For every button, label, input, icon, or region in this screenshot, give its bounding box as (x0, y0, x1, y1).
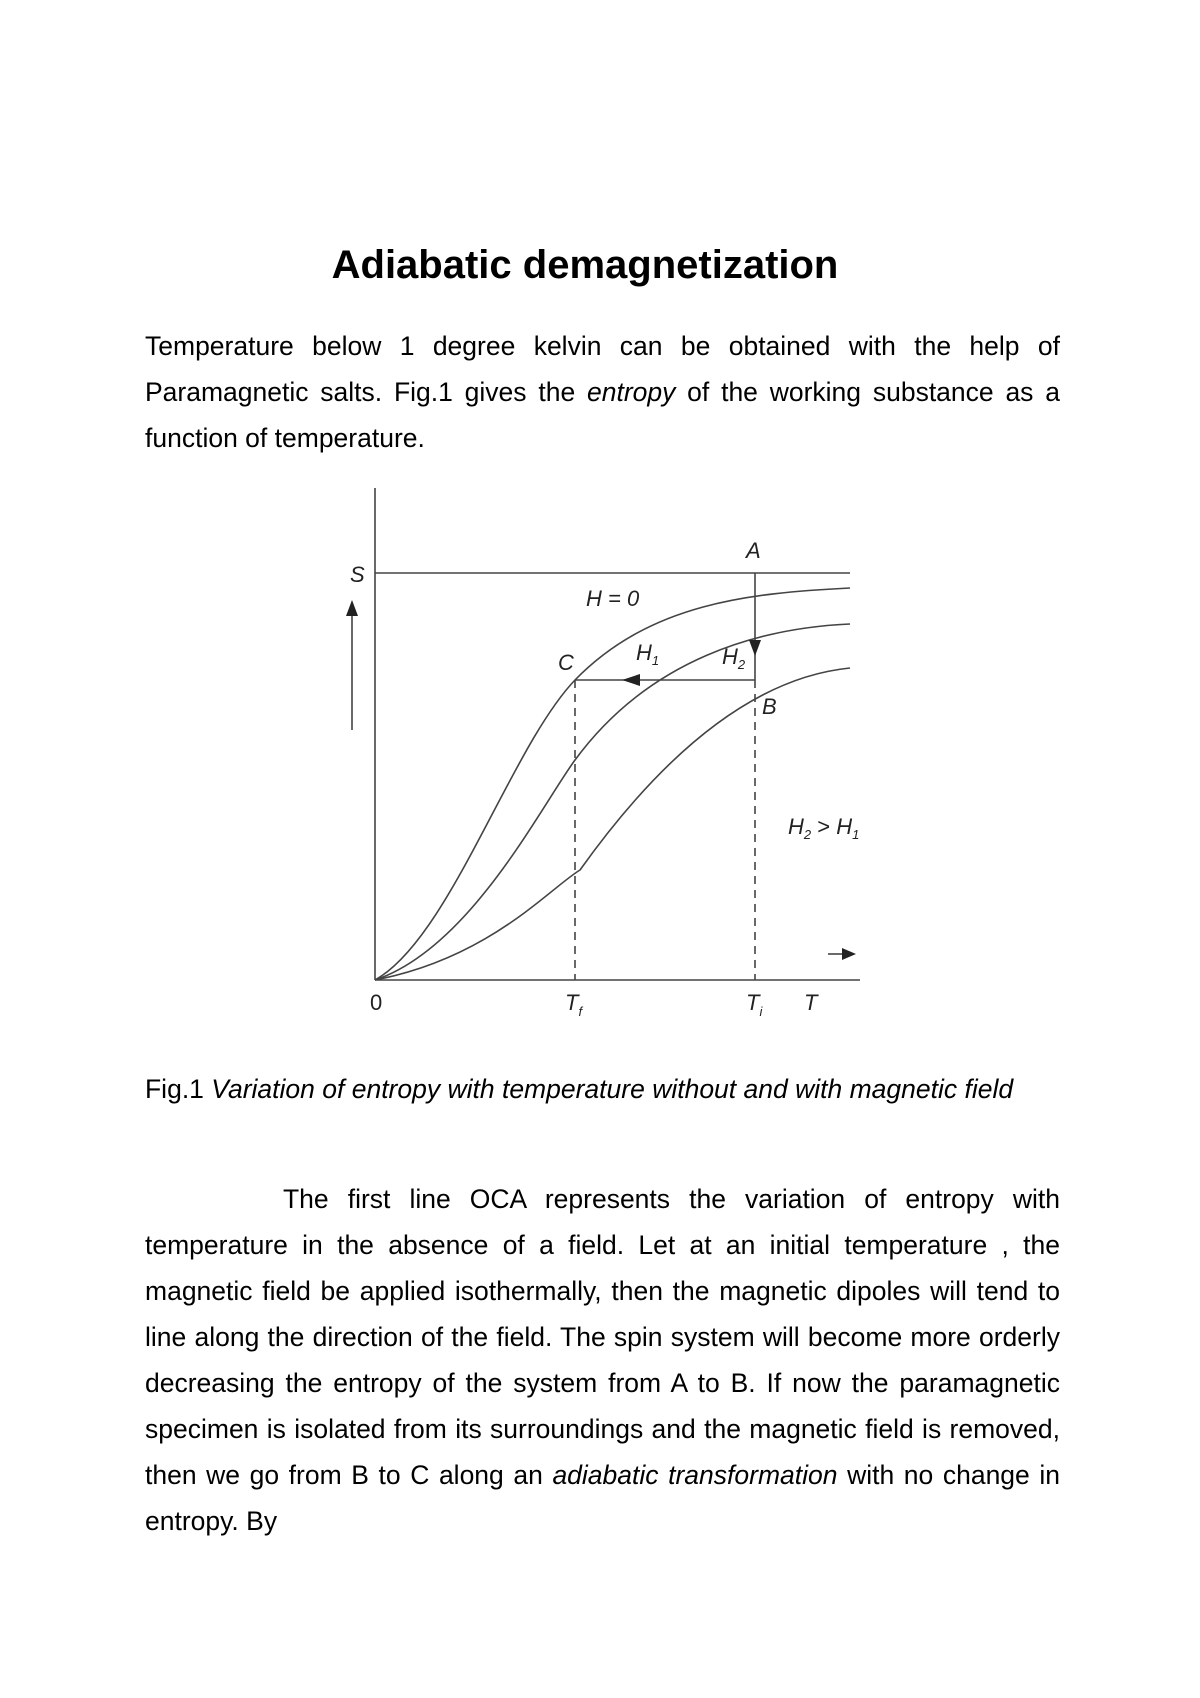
caption-text: Variation of entropy with temperature without and with magnetic field (211, 1074, 1014, 1104)
body-emphasis-adiabatic: adiabatic transformation (552, 1460, 838, 1490)
intro-text-part1: Temperature below 1 degree kelvin can be obtained with the help of Paramagnetic salts. Fig.1 gives the (145, 331, 1060, 407)
page-title: Adiabatic demagnetization (331, 243, 839, 287)
body-text-part1: The first line OCA represents the variation of entropy with temperature in the absence of a field. Let at an initial temperature , the magnetic field be applied isothermally, then the magnetic dipoles will tend to line along the direction of the field. The spin system will become more orderly decreasing the entropy of the system from A to B. If now the paramagnetic specimen is isolated from its surroundings and the magnetic field is removed, then we go from B to C along an (145, 1184, 1060, 1490)
entropy-temperature-figure (330, 488, 910, 1018)
origin-label: 0 (370, 990, 383, 1015)
point-b-label: B (762, 694, 777, 719)
a-to-b-arrow-head (749, 640, 761, 656)
s-arrow-head (346, 600, 358, 616)
figure-svg (330, 488, 910, 1018)
point-a-label: A (746, 538, 761, 563)
figure-caption (145, 1066, 1060, 1112)
curve-h1 (375, 624, 850, 980)
curve-h0-label: H = 0 (586, 586, 640, 611)
h2-label: $H_2$ (722, 644, 746, 672)
caption-label: Fig.1 (145, 1074, 212, 1104)
h1-label: $H_1$ (636, 640, 660, 668)
tf-label: $T_f$ (565, 990, 583, 1018)
intro-text-part2: of the working substance as a function of temperature. (145, 377, 1060, 453)
body-text-part2: with no change in entropy. By (145, 1460, 1060, 1536)
c-to-b-arrow-head (622, 674, 640, 686)
curve-h0 (375, 588, 850, 980)
t-arrow-head (842, 948, 856, 960)
point-c-label: C (558, 650, 574, 675)
curve-h2 (375, 668, 850, 980)
t-axis-label: T (804, 990, 818, 1015)
intro-paragraph (145, 323, 1060, 461)
ti-label: $T_i$ (746, 990, 763, 1018)
body-paragraph (145, 1176, 1060, 1544)
h2-greater-h1-relation: $H_2 > H_1$ (788, 814, 860, 842)
y-axis-label-s: S (350, 562, 365, 587)
intro-emphasis-entropy: entropy (586, 377, 676, 407)
